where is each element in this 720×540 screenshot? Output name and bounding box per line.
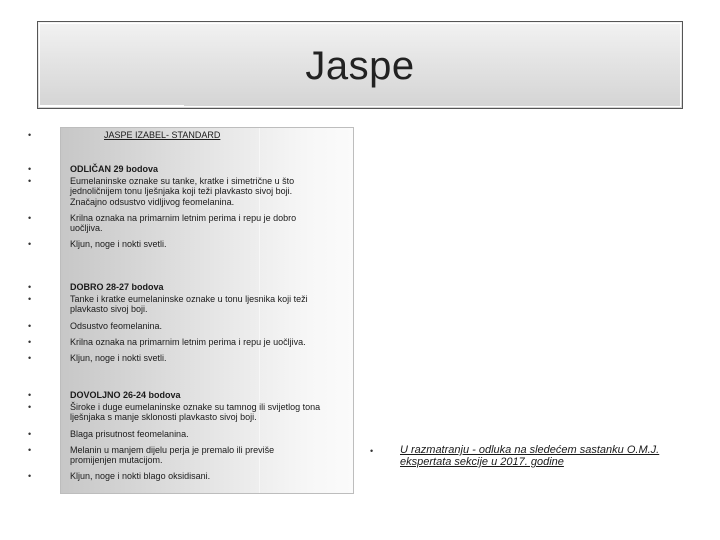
item-line: jednoličnijem tonu lješnjaka koji teži plavkasto sivoj boji. [70, 186, 293, 197]
item-line: Kljun, noge i nokti svetli. [70, 353, 167, 363]
item-line: Eumelaninske oznake su tanke, kratke i simetrične u što [70, 176, 295, 187]
subtitle-bullet: • [28, 130, 32, 140]
note-line: U razmatranju - odluka na sledećem sastanku O.M.J. [400, 444, 660, 456]
slide-title: Jaspe [305, 44, 415, 88]
item-line: Kljun, noge i nokti svetli. [70, 239, 167, 250]
item-bullet: • [28, 239, 32, 250]
item-bullet: • [28, 336, 32, 347]
note-line: ekspertata sekcije u 2017. godine [400, 456, 564, 468]
section-bullet: • [28, 390, 32, 400]
item-line: lješnjaka s manje sklonosti plavkasto sivoj boji. [70, 412, 257, 423]
item-line: Značajno odsustvo vidljivog feomelanina. [70, 196, 235, 207]
item-bullet: • [28, 444, 32, 455]
item-line: plavkasto sivoj boji. [70, 304, 148, 315]
item-line: Blaga prisutnost feomelanina. [70, 428, 189, 439]
item-bullet: • [28, 353, 32, 363]
item-bullet: • [28, 428, 32, 439]
item-bullet: • [28, 294, 32, 305]
section-heading: ODLIČAN 29 bodova [70, 164, 159, 174]
title-box [37, 21, 683, 109]
item-line: Krilna oznaka na primarnim letnim perima i repu je dobro [70, 212, 297, 223]
item-bullet: • [28, 320, 32, 331]
item-line: Krilna oznaka na primarnim letnim perima i repu je uočljiva. [70, 336, 306, 347]
item-bullet: • [28, 471, 32, 482]
subtitle: JASPE IZABEL- STANDARD [104, 130, 221, 140]
title-underline [40, 105, 184, 106]
item-line: Odsustvo feomelanina. [70, 320, 163, 331]
item-line: promijenjen mutacijom. [70, 455, 163, 465]
item-line: Kljun, noge i nokti blago oksidisani. [70, 471, 211, 482]
section-heading: DOVOLJNO 26-24 bodova [70, 390, 181, 400]
item-line: Tanke i kratke eumelaninske oznake u tonu ljesnika koji teži [70, 294, 308, 305]
section-bullet: • [28, 282, 32, 292]
item-bullet: • [28, 176, 32, 187]
item-line: Široke i duge eumelaninske oznake su tamnog ili svijetlog tona [70, 402, 321, 413]
note-text [400, 444, 659, 468]
item-line: Melanin u manjem dijelu perja je premalo ili previše [70, 444, 275, 455]
note-bullet: • [370, 446, 374, 456]
item-bullet: • [28, 402, 32, 413]
item-line: uočljiva. [70, 223, 103, 233]
item-bullet: • [28, 212, 32, 223]
section-bullet: • [28, 164, 32, 174]
section-heading: DOBRO 28-27 bodova [70, 282, 164, 292]
